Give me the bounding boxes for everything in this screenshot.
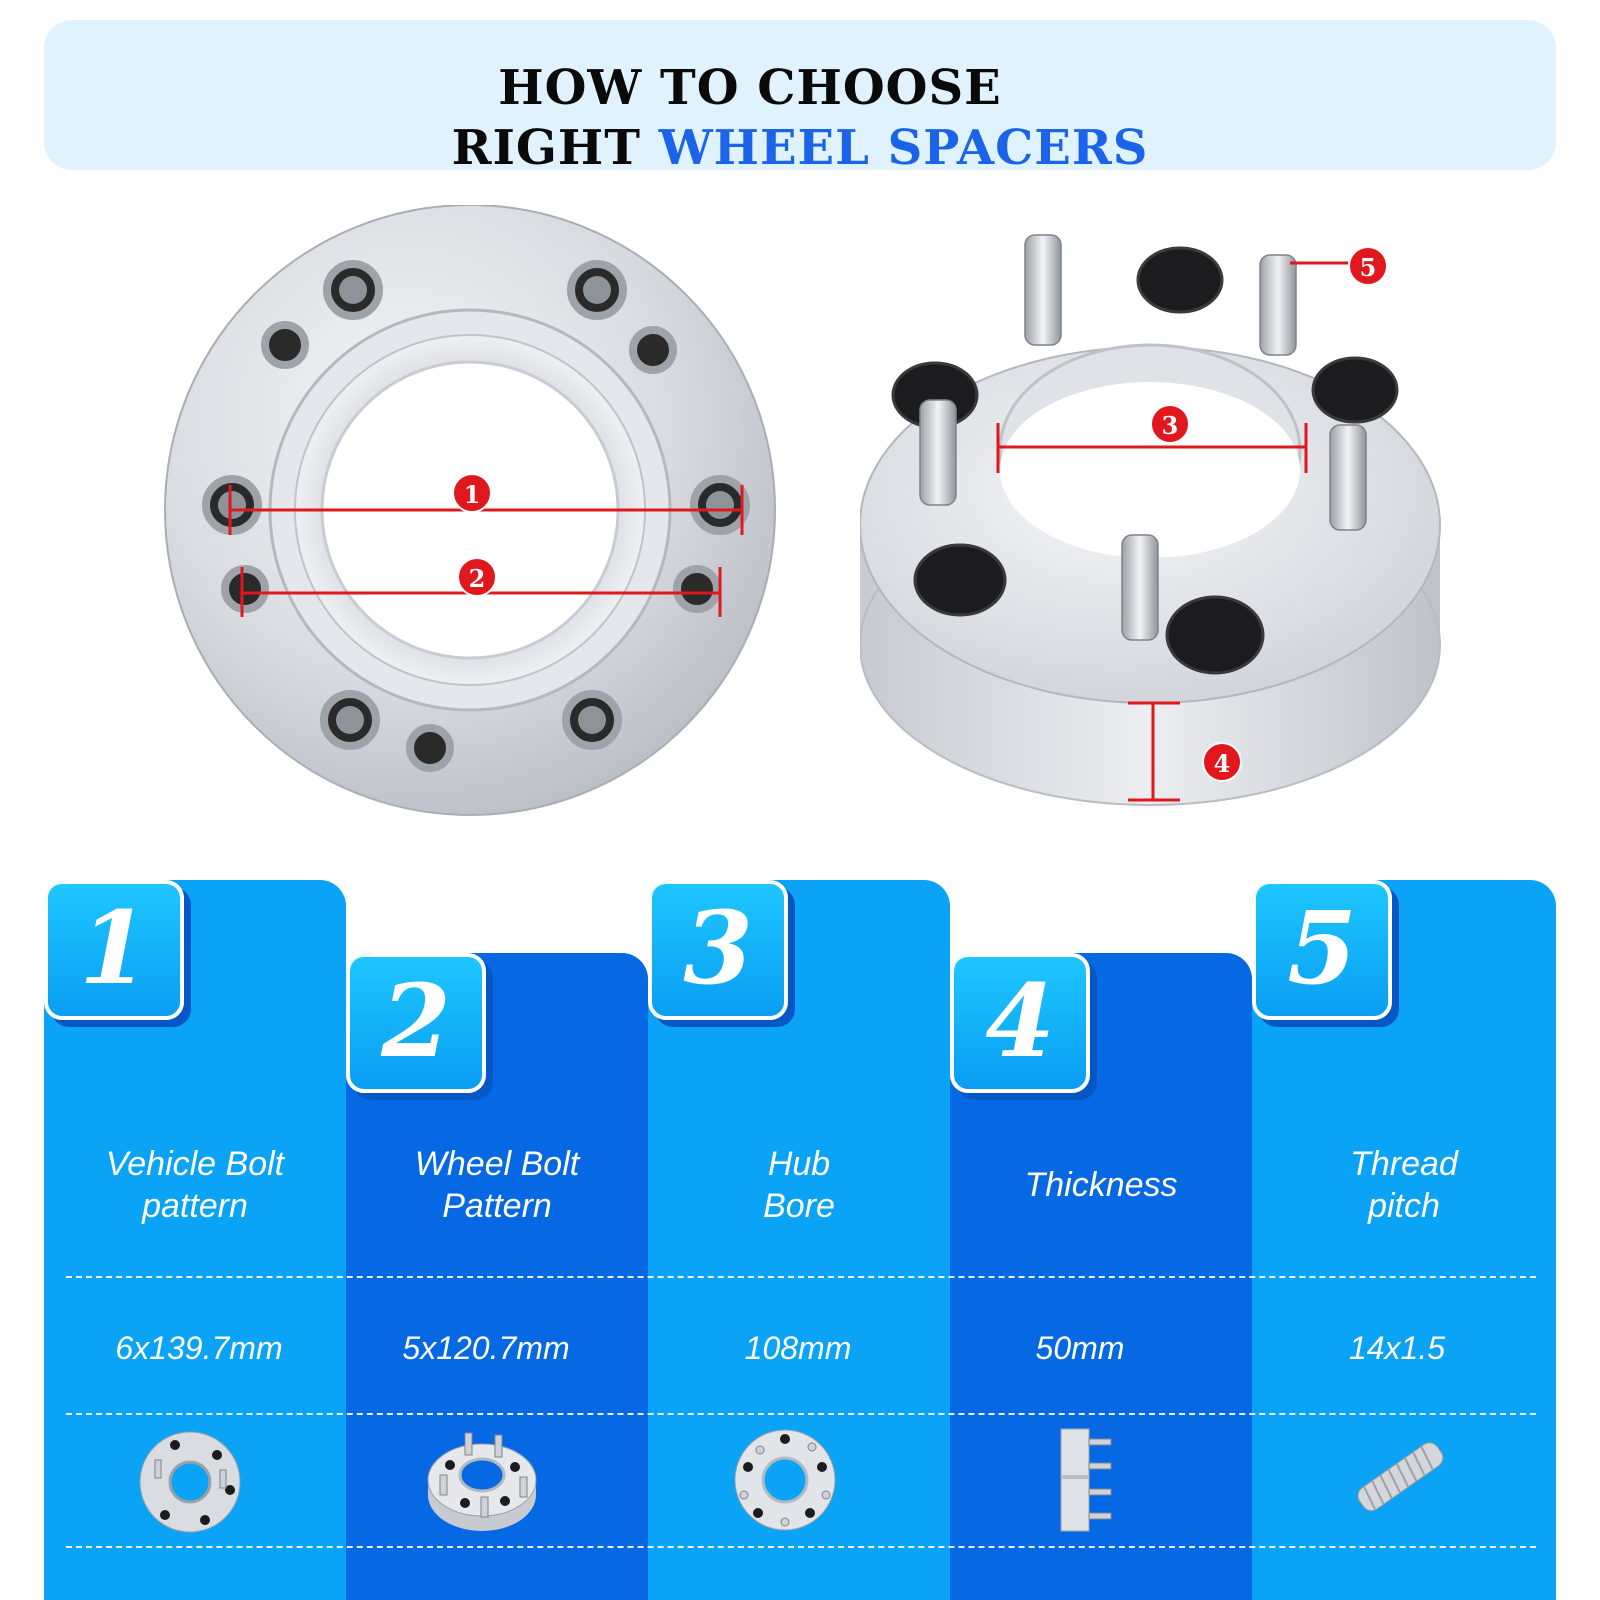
column-label xyxy=(950,1164,1252,1206)
column-value: 50mm xyxy=(1035,1330,1125,1366)
label-line: pitch xyxy=(1368,1187,1440,1225)
marker-1: 1 xyxy=(452,473,492,513)
divider-line xyxy=(66,1276,1536,1278)
label-line: Thickness xyxy=(1024,1166,1178,1204)
label-line: Pattern xyxy=(442,1187,552,1225)
divider-line xyxy=(66,1413,1536,1415)
step-number-4: 4 xyxy=(950,953,1090,1093)
header-title-line1: HOW TO CHOOSE xyxy=(498,60,1002,116)
header-title-line2 xyxy=(44,120,1556,176)
step-number-1: 1 xyxy=(44,880,184,1020)
stud-thread-icon xyxy=(1345,1432,1455,1522)
step-number-3: 3 xyxy=(648,880,788,1020)
column-label xyxy=(648,1143,950,1227)
label-line: Wheel Bolt xyxy=(414,1145,580,1183)
divider-line xyxy=(66,1546,1536,1548)
label-line: Thread xyxy=(1350,1145,1458,1183)
column-value: 14x1.5 xyxy=(1348,1330,1446,1366)
spacer-angle-photo xyxy=(860,225,1460,825)
spacer-studs-icon xyxy=(425,1425,540,1535)
marker-5: 5 xyxy=(1348,246,1388,286)
header-banner xyxy=(44,20,1556,176)
label-line: Bore xyxy=(763,1187,835,1225)
column-label xyxy=(1252,1143,1556,1227)
label-line: Vehicle Bolt xyxy=(105,1145,285,1183)
column-label xyxy=(346,1143,648,1227)
step-number-5: 5 xyxy=(1252,880,1392,1020)
marker-4: 4 xyxy=(1202,742,1242,782)
column-label xyxy=(44,1143,346,1227)
column-value: 6x139.7mm xyxy=(115,1330,283,1366)
header-title-accent: WHEEL SPACERS xyxy=(658,120,1149,176)
step-number-2: 2 xyxy=(346,953,486,1093)
marker-3: 3 xyxy=(1150,404,1190,444)
label-line: Hub xyxy=(767,1145,831,1183)
spacer-front-icon xyxy=(135,1425,245,1535)
spacer-front-photo xyxy=(160,205,790,825)
column-value: 5x120.7mm xyxy=(402,1330,570,1366)
spacer-bore-icon xyxy=(730,1425,840,1535)
header-title-prefix: RIGHT xyxy=(451,120,641,176)
marker-2: 2 xyxy=(457,557,497,597)
spacer-side-icon xyxy=(1055,1425,1115,1535)
column-value: 108mm xyxy=(744,1330,852,1366)
label-line: pattern xyxy=(142,1187,248,1225)
